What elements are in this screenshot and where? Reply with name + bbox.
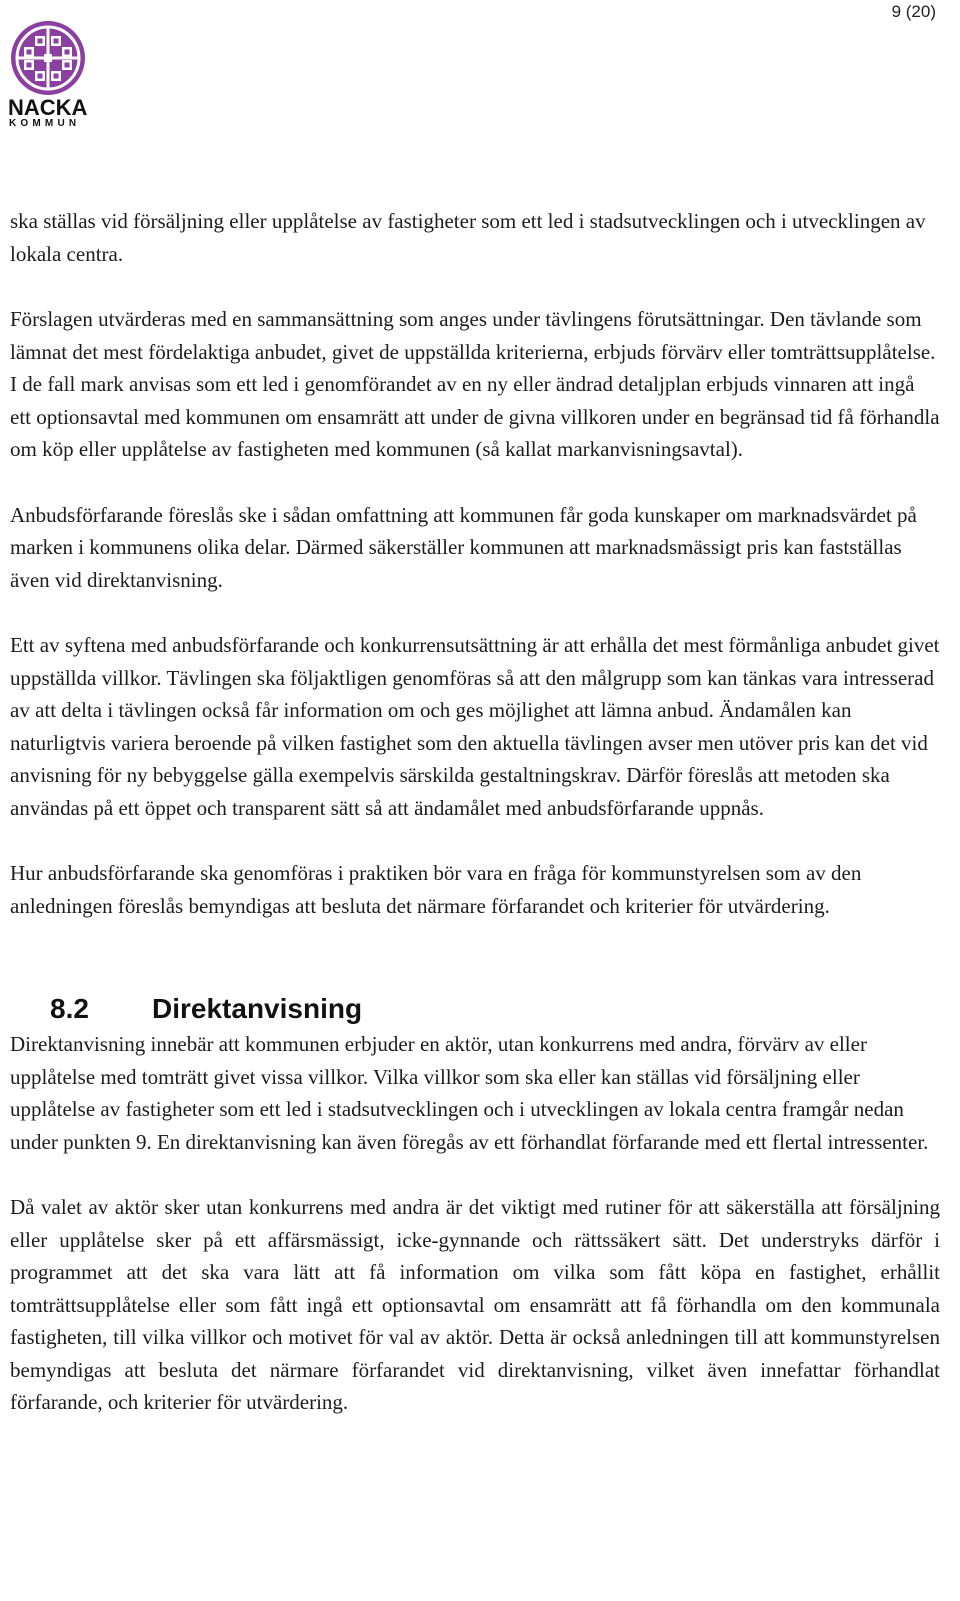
paragraph: Anbudsförfarande föreslås ske i sådan omfattning att kommunen får goda kunskaper om marknadsvärdet på marken i kommunens olika delar. Därmed säkerställer kommunen att marknadsmässigt pris kan fastställas även vid direktanvisning. <box>10 502 917 592</box>
paragraph: ska ställas vid försäljning eller upplåtelse av fastigheter som ett led i stadsutvecklingen och i utvecklingen av lokala centra. <box>10 209 926 266</box>
nacka-kommun-logo <box>8 20 88 132</box>
section-heading <box>50 990 940 1028</box>
page-number: 9 (20) <box>891 2 936 21</box>
paragraph: Direktanvisning innebär att kommunen erbjuder en aktör, utan konkurrens med andra, förvärv av eller upplåtelse med tomträtt givet vissa villkor. Vilka villkor som ska eller kan ställas vid försäljning eller upplåtelse av fastigheter som ett led i stadsutvecklingen och i utvecklingen av lokala centra framgår nedan under punkten 9. En direktanvisning kan även föregås av ett förhandlat förfarande med ett flertal intressenter. <box>10 1032 929 1154</box>
logo-subtitle: KOMMUN <box>9 118 81 129</box>
section-number: 8.2 <box>50 993 89 1024</box>
paragraph: Förslagen utvärderas med en sammansättning som anges under tävlingens förutsättningar. Den tävlande som lämnat det mest fördelaktiga anbudet, givet de uppställda kriterierna, erbjuds förvärv eller tomträttsupplåtelse. I de fall mark anvisas som ett led i genomförandet av en ny eller ändrad detaljplan erbjuds vinnaren att ingå ett optionsavtal med kommunen om ensamrätt att under de givna villkoren under en begränsad tid få förhandla om köp eller upplåtelse av fastigheten med kommunen (så kallat markanvisningsavtal). <box>10 307 940 461</box>
section-title: Direktanvisning <box>152 993 363 1024</box>
paragraph: Då valet av aktör sker utan konkurrens med andra är det viktigt med rutiner för att säkerställa att försäljning eller upplåtelse sker på ett affärsmässigt, icke-gynnande och rättssäkert sätt. Det understryks därför i programmet att det ska vara lätt att få information om vilka som fått köpa en fastighet, erhållit tomträttsupplåtelse eller som fått ingå ett optionsavtal om ensamrätt att få förhandla om den kommunala fastigheten, till vilka villkor och motivet för val av aktör. Detta är också anledningen till att kommunstyrelsen bemyndigas att besluta det närmare förfarandet vid direktanvisning, vilket även innefattar förhandlat förfarande, och kriterier för utvärdering. <box>10 1195 940 1414</box>
nacka-emblem-icon <box>10 20 86 96</box>
logo-name: NACKA <box>8 95 88 120</box>
paragraph: Ett av syftena med anbudsförfarande och konkurrensutsättning är att erhålla det mest förmånliga anbudet givet uppställda villkor. Tävlingen ska följaktligen genomföras så att den målgrupp som kan tänkas vara intresserad av att delta i tävlingen också får information om och ges möjlighet att lämna anbud. Ändamålen kan naturligtvis variera beroende på vilken fastighet som den aktuella tävlingen avser men utöver pris kan det vid anvisning för ny bebyggelse gälla exempelvis särskilda gestaltningskrav. Därför föreslås att metoden ska användas på ett öppet och transparent sätt så att ändamålet med anbudsförfarande uppnås. <box>10 633 940 820</box>
document-body <box>10 205 940 1419</box>
paragraph: Hur anbudsförfarande ska genomföras i praktiken bör vara en fråga för kommunstyrelsen som av den anledningen föreslås bemyndigas att besluta det närmare förfarandet och kriterier för utvärdering. <box>10 861 862 918</box>
